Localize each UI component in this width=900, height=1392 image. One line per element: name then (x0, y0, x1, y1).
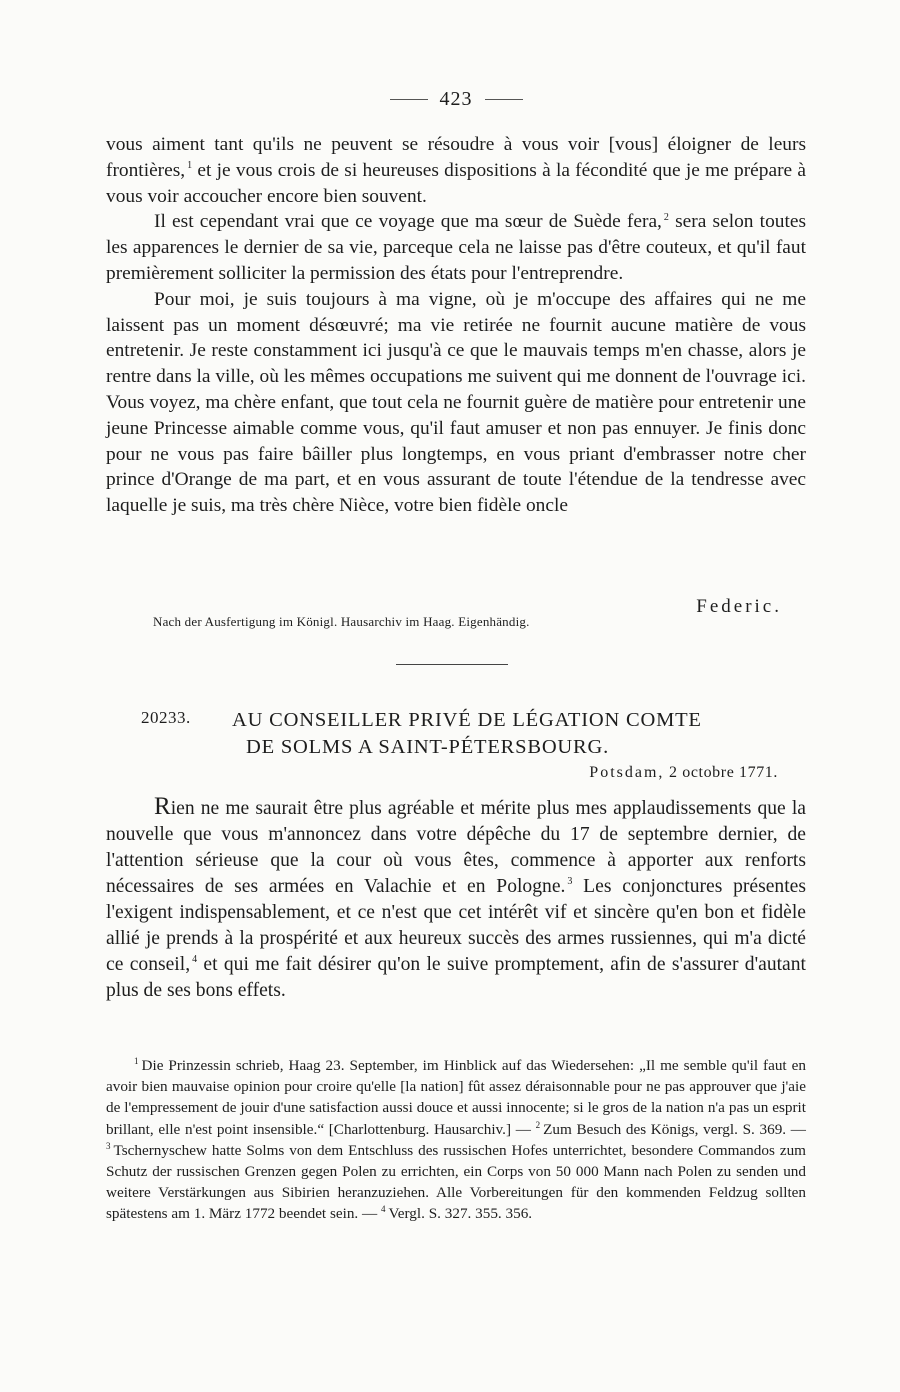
footnote-ref: 2 (663, 211, 669, 223)
page-header (106, 84, 806, 114)
footnote-block: $^1$ Die Prinzessin schrieb, Haag 23. September, im Hinblick auf das Wiedersehen: „Il me semble qu'il faut en avoir bien mauvaise opinion pour croire qu'elle [la nation] fût assez déraisonnable pour ne pas approuver que j'aie de l'empressement de jouir d'une satisfaction aussi douce et aussi innocente; si le gros de la nation n'a pas un esprit brillant, elle n'est point insensible.“ [Charlottenburg. Hausarchiv.] — $^2$ Zum Besuch des Königs, vergl. S. 369. — $^3$ Tschernyschew hatte Solms von dem Entschluss des russischen Hofes unterrichtet, besondere Commandos zum Schutz der russischen Grenzen gegen Polen zu errichten, ein Corps von 50 000 Mann nach Polen zu senden und weitere Verstärkungen aus Sibirien heranzuziehen. Alle Vorbereitungen für den kommenden Feldzug sollten spätestens am 1. März 1772 beendet sein. — $^4$ Vergl. S. 327. 355. 356. (106, 1055, 806, 1223)
title-line: DE SOLMS A SAINT-PÉTERSBOURG. (246, 736, 610, 758)
paragraph: Rien ne me saurait être plus agréable et mérite plus mes applaudissements que la nouvelle que vous m'annoncez dans votre dépêche du 17 de septembre dernier, de l'attention sérieuse que la cour où vous êtes, commence à apporter aux renforts nécessaires de ses armées en Valachie et en Pologne. $^3$ Les conjonctures présentes l'exigent indispensablement, et ce n'est que cet intérêt vif et sincère qu'en bon et fidèle allié je prends à la prospérité et aux heureux succès des armes russiennes, qui m'a dicté ce conseil, $^4$ et qui me fait désirer qu'on le suive promptement, afin de s'assurer d'autant plus de ses bons effets. (106, 793, 806, 1001)
paragraph: Il est cependant vrai que ce voyage que ma sœur de Suède fera, $^2$ sera selon toutes les apparences le dernier de sa vie, parceque cela ne laisse pas d'être couteux, et qu'il faut premièrement solliciter la permission des états pour l'entreprendre. (106, 211, 806, 284)
paragraph: vous aiment tant qu'ils ne peuvent se résoudre à vous voir [vous] éloigner de leurs frontières, $^1$ et je vous crois de si heureuses dispositions à la fécondité que je me prépare à vous voir accoucher encore bien souvent. (106, 134, 806, 207)
date-text: 2 octobre 1771. (664, 764, 778, 781)
footnote-number: 1 (134, 1055, 139, 1066)
letter-continuation (106, 132, 806, 519)
header-rule-left (390, 99, 428, 100)
letter-title (232, 707, 812, 761)
page-number: 423 (439, 87, 473, 110)
letter-number: 20233. (141, 708, 191, 727)
footnote-number: 2 (535, 1119, 541, 1130)
footnote-ref: 1 (187, 160, 193, 172)
dateline (589, 764, 778, 782)
footnote-ref: 3 (567, 876, 573, 888)
footnote-ref: 4 (192, 954, 198, 966)
source-note: Nach der Ausfertigung im Königl. Hausarchiv im Haag. Eigenhändig. (153, 614, 530, 629)
header-rule-right (485, 99, 523, 100)
footnotes (106, 1055, 806, 1225)
footnote-number: 3 (106, 1140, 111, 1151)
footnote-number: 4 (381, 1204, 386, 1215)
paragraph: Pour moi, je suis toujours à ma vigne, où je m'occupe des affaires qui ne me laissent pas un moment désœuvré; ma vie retirée ne fournit aucune matière de vous entretenir. Je reste constamment ici jusqu'à ce que le mauvais temps m'en chasse, alors je rentre dans la ville, où les mêmes occupations me suivent qui me donnent de l'ouvrage ici. Vous voyez, ma chère enfant, que tout cela ne fournit guère de matière pour entretenir une jeune Princesse aimable comme vous, qu'il faut amuser et non pas ennuyer. Je finis donc pour ne vous pas faire bâiller plus longtemps, en vous priant d'embrasser notre cher prince d'Orange de ma part, et en vous assurant de toute l'étendue de la tendresse avec laquelle je suis, ma très chère Nièce, votre bien fidèle oncle (106, 288, 806, 517)
section-divider (396, 664, 508, 665)
signature: Federic. (696, 596, 782, 617)
title-line: AU CONSEILLER PRIVÉ DE LÉGATION COMTE (232, 709, 702, 731)
date-place: Potsdam, (589, 764, 665, 781)
initial-letter: R (154, 793, 171, 820)
letter-body (106, 794, 806, 1004)
